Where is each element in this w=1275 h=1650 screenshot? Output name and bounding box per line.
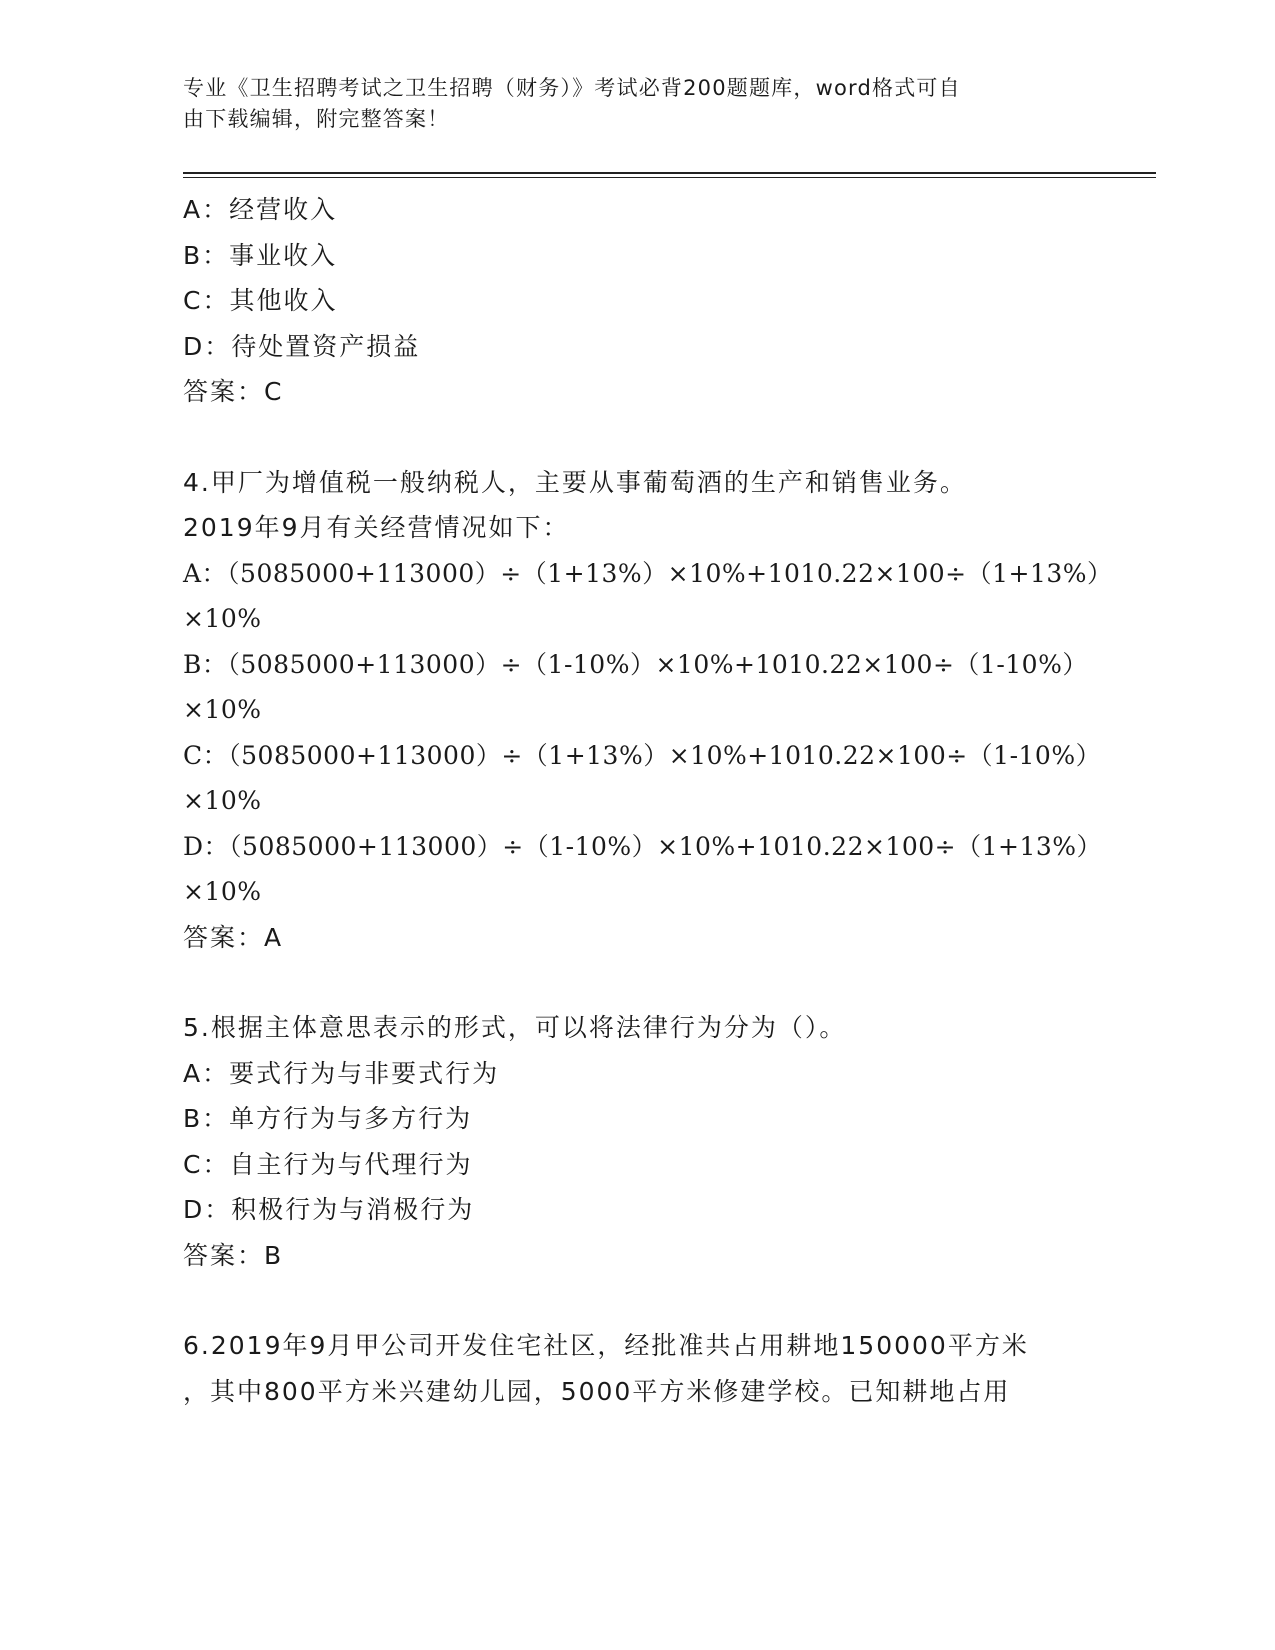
option-d: D：（5085000+113000）÷（1-10%）×10%+1010.22×100÷（1+13%） [183,831,1103,861]
answer-line: 答案：C [183,377,284,406]
header-rule-thick [183,172,1156,174]
spacer [183,1278,1143,1323]
answer-line: 答案：B [183,1240,284,1270]
option-d: D：积极行为与消极行为 [183,1195,475,1224]
option-c-continued: ×10% [183,786,262,815]
question-stem: 6.2019年9月甲公司开发住宅社区，经批准共占用耕地150000平方米 [183,1331,1029,1360]
header-title-line-2: 由下载编辑，附完整答案！ [183,107,450,131]
option-c: C：自主行为与代理行为 [183,1149,473,1179]
option-b: B：事业收入 [183,240,338,270]
spacer [183,415,1143,460]
option-d-continued: ×10% [183,877,262,906]
option-a: A：经营收入 [183,195,338,224]
question-6 [183,1323,1143,1414]
option-a: A：（5085000+113000）÷（1+13%）×10%+1010.22×100÷（1+13%） [183,558,1113,588]
option-d: D：待处置资产损益 [183,331,421,361]
header-title-line-1: 专业《卫生招聘考试之卫生招聘（财务）》考试必背200题题库，word格式可自 [183,76,961,100]
option-b-continued: ×10% [183,695,262,724]
answer-line: 答案：A [183,922,284,952]
question-stem-continued: ，其中800平方米兴建幼儿园，5000平方米修建学校。已知耕地占用 [183,1376,1011,1406]
spacer [183,960,1143,1005]
option-a: A：要式行为与非要式行为 [183,1058,500,1088]
option-a-continued: ×10% [183,604,262,633]
question-4 [183,460,1143,961]
option-b: B：单方行为与多方行为 [183,1104,473,1133]
option-b: B：（5085000+113000）÷（1-10%）×10%+1010.22×100÷（1-10%） [183,649,1088,679]
question-3 [183,187,1143,415]
document-header [183,73,1063,135]
question-5 [183,1005,1143,1278]
question-stem: 4.甲厂为增值税一般纳税人，主要从事葡萄酒的生产和销售业务。 [183,467,967,497]
option-c: C：（5085000+113000）÷（1+13%）×10%+1010.22×100÷（1-10%） [183,740,1102,770]
header-rule-thin [183,177,1156,178]
question-stem-continued: 2019年9月有关经营情况如下： [183,513,570,542]
question-content [183,187,1143,1414]
option-c: C：其他收入 [183,286,338,315]
question-stem: 5.根据主体意思表示的形式，可以将法律行为分为（）。 [183,1013,847,1042]
